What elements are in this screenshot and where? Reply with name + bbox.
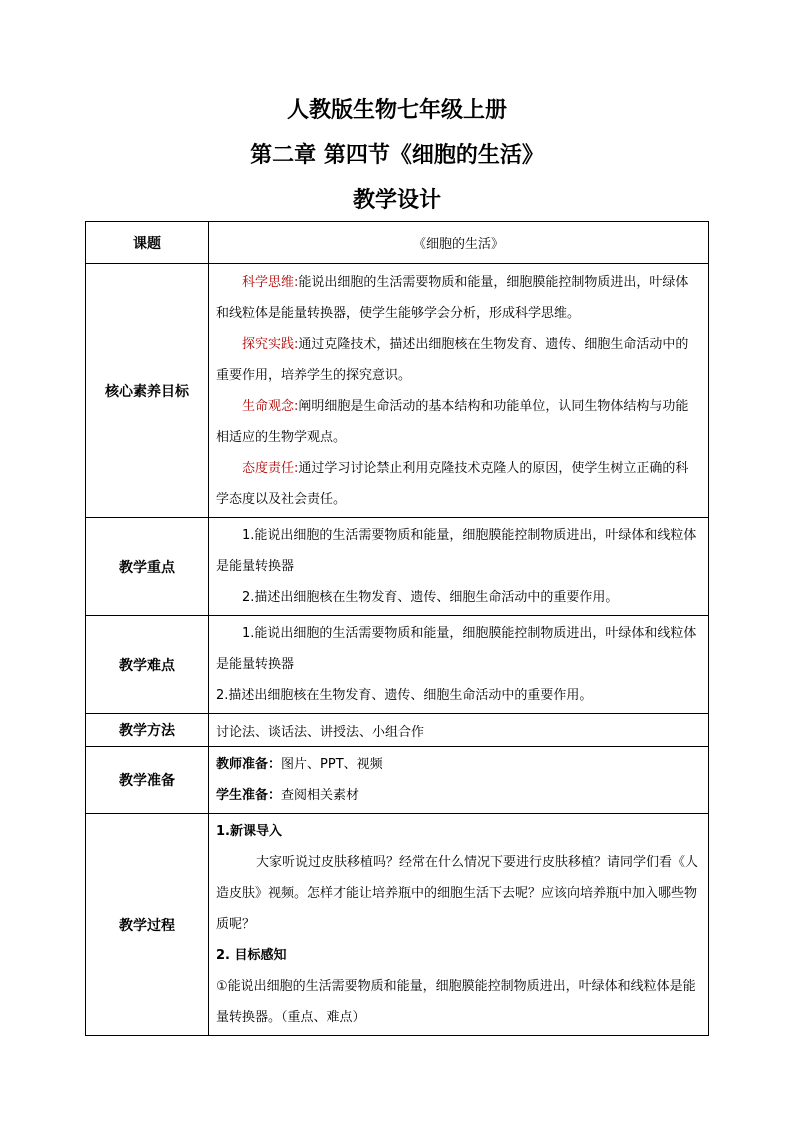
goal-paragraph — [216, 267, 701, 329]
difficulty-item: 1.能说出细胞的生活需要物质和能量，细胞膜能控制物质进出，叶绿体和线粒体是能量转换器 — [216, 626, 697, 672]
label-methods: 教学方法 — [86, 714, 209, 747]
key-point-item: 2.描述出细胞核在生物发育、遗传、细胞生命活动中的重要作用。 — [242, 590, 619, 605]
goal-text: 能说出细胞的生活需要物质和能量，细胞膜能控制物质进出，叶绿体和线粒体是能量转换器，使学生能够学会分析，形成科学思维。 — [216, 274, 689, 321]
value-difficulties — [209, 616, 709, 714]
row-key-points — [86, 518, 709, 616]
title-design: 教学设计 — [352, 187, 441, 213]
process-section-title: 2. 目标感知 — [216, 948, 287, 963]
label-preparation: 教学准备 — [86, 747, 209, 814]
goal-key: 态度责任: — [242, 460, 299, 476]
goal-text: 阐明细胞是生命活动的基本结构和功能单位，认同生物体结构与功能相适应的生物学观点。 — [216, 398, 689, 445]
value-key-points — [209, 518, 709, 616]
row-topic — [86, 222, 709, 264]
teacher-preparation — [216, 749, 701, 780]
teacher-preparation-key: 教师准备： — [216, 757, 282, 772]
difficulty-item: 2.描述出细胞核在生物发育、遗传、细胞生命活动中的重要作用。 — [216, 688, 593, 703]
goal-paragraph — [216, 391, 701, 453]
goal-text: 通过克隆技术，描述出细胞核在生物发育、遗传、细胞生命活动中的重要作用，培养学生的探究意识。 — [216, 336, 689, 383]
process-section-title: 1.新课导入 — [216, 824, 282, 839]
goal-paragraph — [216, 453, 701, 515]
title-chapter: 第二章 第四节《细胞的生活》 — [250, 142, 544, 168]
goal-text: 通过学习讨论禁止利用克隆技术克隆人的原因，使学生树立正确的科学态度以及社会责任。 — [216, 460, 689, 507]
title-textbook: 人教版生物七年级上册 — [286, 97, 507, 123]
label-difficulties: 教学难点 — [86, 616, 209, 714]
row-process — [86, 814, 709, 1036]
key-point-item: 1.能说出细胞的生活需要物质和能量，细胞膜能控制物质进出，叶绿体和线粒体是能量转换器 — [216, 528, 697, 574]
value-literacy-goals — [209, 264, 709, 518]
goal-key: 生命观念: — [242, 398, 299, 414]
value-process — [209, 814, 709, 1036]
label-process: 教学过程 — [86, 814, 209, 1036]
value-methods: 讨论法、谈话法、讲授法、小组合作 — [209, 714, 709, 747]
lesson-plan-table — [85, 221, 709, 1036]
row-preparation — [86, 747, 709, 814]
value-preparation — [209, 747, 709, 814]
process-section-text: 大家听说过皮肤移植吗？经常在什么情况下要进行皮肤移植？请同学们看《人造皮肤》视频。怎样才能让培养瓶中的细胞生活下去呢？应该向培养瓶中加入哪些物质呢？ — [216, 855, 699, 932]
student-preparation-value: 查阅相关素材 — [281, 788, 360, 803]
goal-key: 科学思维: — [242, 274, 299, 290]
goal-paragraph — [216, 329, 701, 391]
process-section-text: ①能说出细胞的生活需要物质和能量，细胞膜能控制物质进出，叶绿体和线粒体是能量转换器。（重点、难点） — [216, 979, 696, 1025]
goal-key: 探究实践: — [242, 336, 299, 352]
row-methods — [86, 714, 709, 747]
teacher-preparation-value: 图片、PPT、视频 — [281, 757, 383, 772]
student-preparation-key: 学生准备： — [216, 788, 282, 803]
label-key-points: 教学重点 — [86, 518, 209, 616]
row-difficulties — [86, 616, 709, 714]
value-topic: 《细胞的生活》 — [209, 222, 709, 264]
student-preparation — [216, 780, 701, 811]
document-title-block — [0, 98, 794, 212]
row-literacy-goals — [86, 264, 709, 518]
label-topic: 课题 — [86, 222, 209, 264]
label-literacy-goals: 核心素养目标 — [86, 264, 209, 518]
